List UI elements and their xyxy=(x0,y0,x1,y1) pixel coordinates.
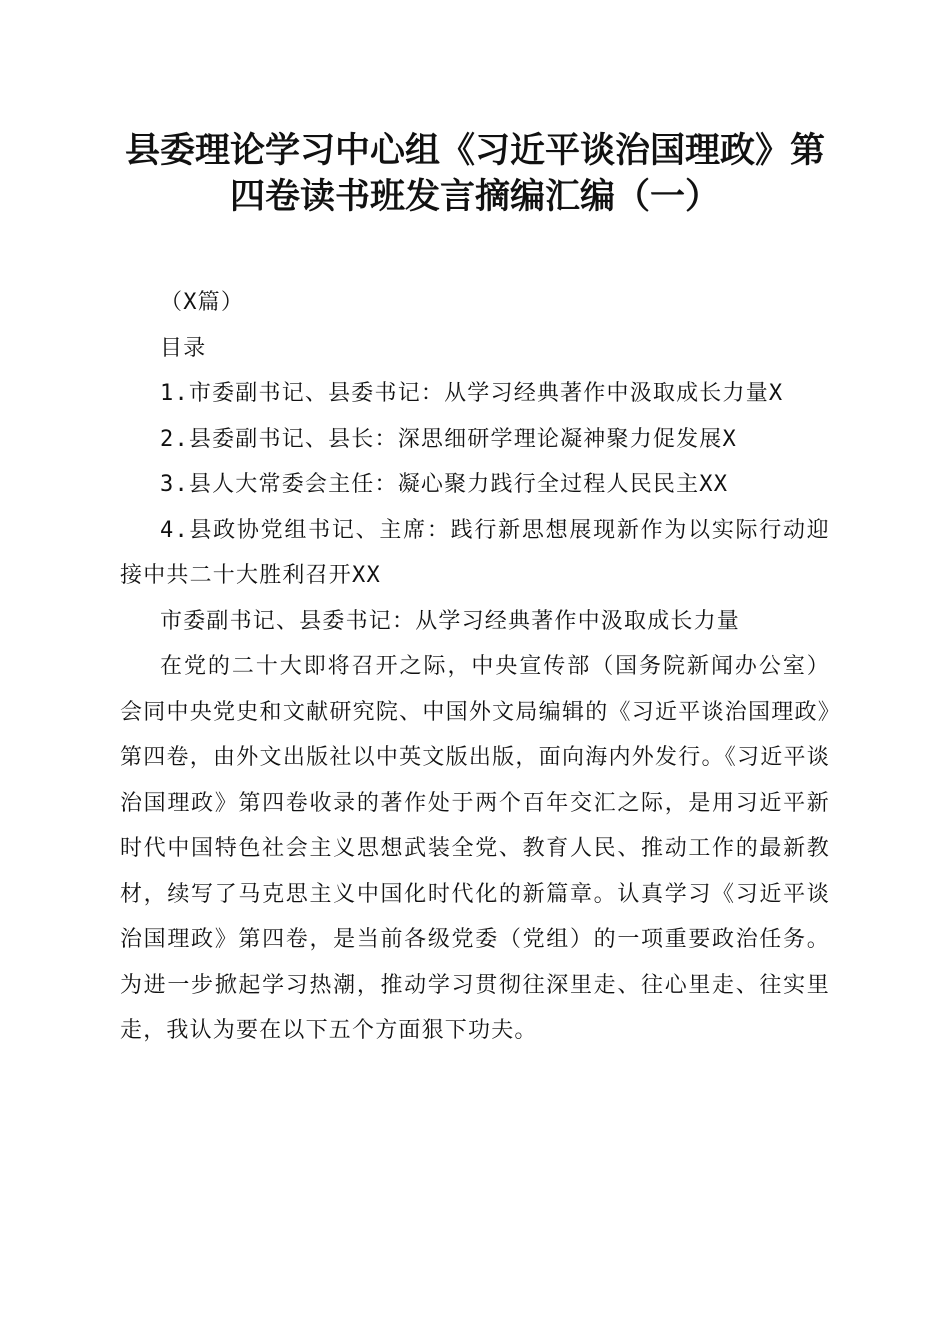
body-paragraph: 在党的二十大即将召开之际，中央宣传部（国务院新闻办公室）会同中央党史和文献研究院、中国外文局编辑的《习近平谈治国理政》第四卷，由外文出版社以中英文版出版，面向海内外发行。《习近平谈治国理政》第四卷收录的著作处于两个百年交汇之际，是用习近平新时代中国特色社会主义思想武装全党、教育人民、推动工作的最新教材，续写了马克思主义中国化时代化的新篇章。认真学习《习近平谈治国理政》第四卷，是当前各级党委（党组）的一项重要政治任务。为进一步掀起学习热潮，推动学习贯彻往深里走、往心里走、往实里走，我认为要在以下五个方面狠下功夫。 xyxy=(120,654,830,1043)
document-title xyxy=(120,128,830,220)
title-line-1: 县委理论学习中心组《习近平谈治国理政》第 xyxy=(124,130,825,171)
document-body xyxy=(120,280,830,1054)
article-count: （X篇） xyxy=(160,290,245,315)
toc-item-4: 4.县政协党组书记、主席：践行新思想展现新作为以实际行动迎接中共二十大胜利召开XX xyxy=(120,517,830,588)
toc-item-2: 2.县委副书记、县长：深思细研学理论凝神聚力促发展X xyxy=(160,426,737,452)
toc-heading: 目录 xyxy=(160,335,207,361)
toc-item-1: 1.市委副书记、县委书记：从学习经典著作中汲取成长力量X xyxy=(160,381,784,406)
toc-item-3: 3.县人大常委会主任：凝心聚力践行全过程人民民主XX xyxy=(160,472,729,497)
section-heading: 市委副书记、县委书记：从学习经典著作中汲取成长力量 xyxy=(160,608,741,634)
title-line-2: 四卷读书班发言摘编汇编（一） xyxy=(229,176,720,217)
